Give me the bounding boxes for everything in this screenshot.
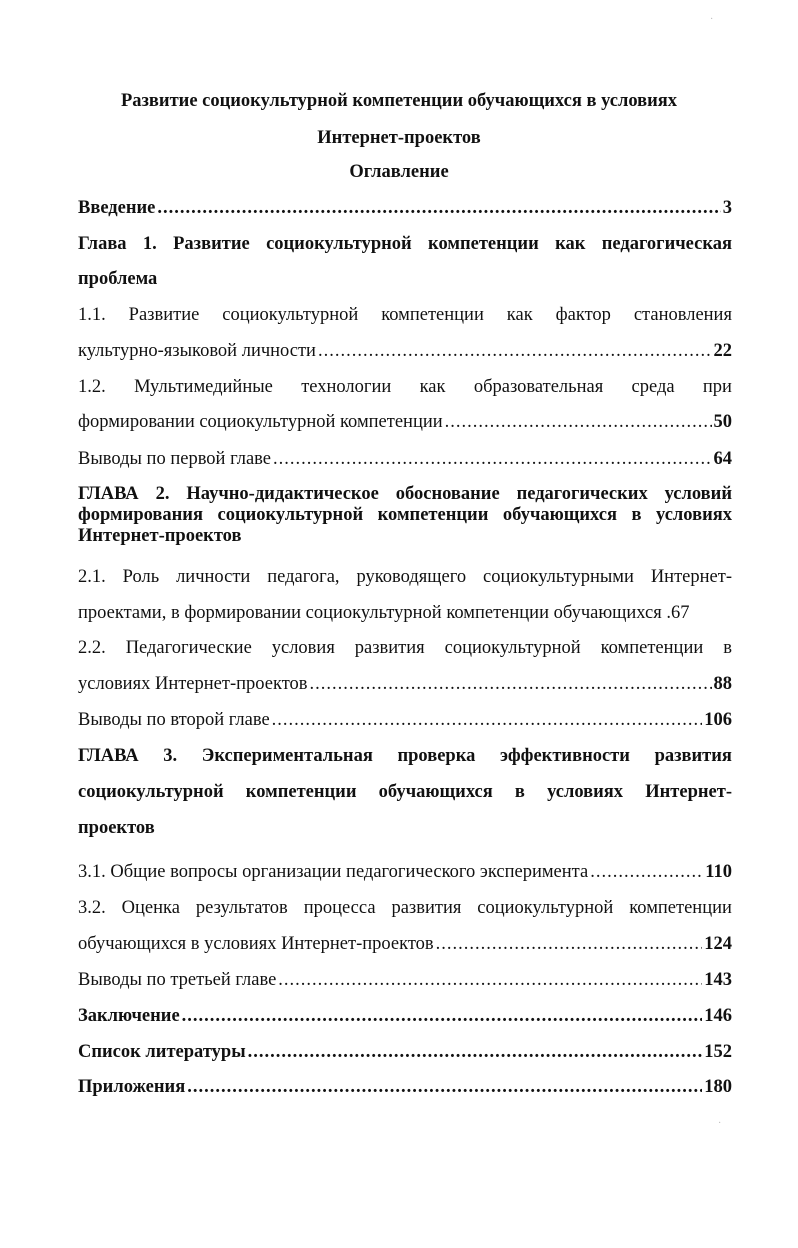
toc-conclusions-chapter-3[interactable] bbox=[78, 969, 732, 991]
dot-leader bbox=[436, 933, 703, 955]
toc-page-number: 180 bbox=[704, 1077, 732, 1097]
toc-page-number: 50 bbox=[713, 412, 732, 432]
toc-section-1-1-line-2[interactable] bbox=[78, 340, 732, 362]
contents-heading: Оглавление bbox=[349, 162, 449, 182]
toc-section-3-2-line-2[interactable] bbox=[78, 933, 732, 955]
toc-label: формировании социокультурной компетенции bbox=[78, 412, 443, 432]
dot-leader bbox=[310, 673, 712, 695]
document-title-line-2: Интернет-проектов bbox=[317, 128, 481, 148]
dot-leader bbox=[445, 411, 712, 433]
toc-page-number: 22 bbox=[713, 341, 732, 361]
toc-conclusions-chapter-1[interactable] bbox=[78, 448, 732, 470]
toc-label: Выводы по третьей главе bbox=[78, 970, 277, 990]
scan-speck: · bbox=[718, 1118, 722, 1129]
toc-section-2-2-line-2[interactable] bbox=[78, 673, 732, 695]
toc-label: обучающихся в условиях Интернет-проектов bbox=[78, 934, 434, 954]
toc-page-number: 3 bbox=[722, 198, 732, 218]
dot-leader bbox=[278, 969, 702, 991]
toc-section-1-2-line-1[interactable]: 1.2. Мультимедийные технологии как образовательная среда при bbox=[78, 377, 732, 397]
dot-leader bbox=[318, 340, 712, 362]
toc-chapter-1-line-2[interactable]: проблема bbox=[78, 269, 158, 289]
dot-leader bbox=[187, 1076, 702, 1098]
toc-page-number: 146 bbox=[704, 1006, 732, 1026]
dot-leader bbox=[182, 1005, 703, 1027]
toc-chapter-2[interactable]: ГЛАВА 2. Научно-дидактическое обоснование педагогических условий формирования социокультурной компетенции обучающихся в условиях Интернет-проектов bbox=[78, 484, 732, 546]
toc-label: Приложения bbox=[78, 1077, 186, 1097]
toc-label: Введение bbox=[78, 198, 156, 218]
toc-entry-introduction[interactable] bbox=[78, 197, 732, 219]
toc-label: Выводы по первой главе bbox=[78, 449, 272, 469]
toc-section-3-2-line-1[interactable]: 3.2. Оценка результатов процесса развития социокультурной компетенции bbox=[78, 898, 732, 918]
toc-entry-conclusion[interactable] bbox=[78, 1005, 732, 1027]
dot-leader bbox=[272, 709, 703, 731]
toc-entry-references[interactable] bbox=[78, 1041, 732, 1063]
dot-leader bbox=[273, 448, 711, 470]
toc-label: 3.1. Общие вопросы организации педагогического эксперимента bbox=[78, 862, 589, 882]
toc-section-3-1[interactable] bbox=[78, 861, 732, 883]
toc-page-number: 110 bbox=[705, 862, 732, 882]
toc-section-1-1-line-1[interactable]: 1.1. Развитие социокультурной компетенции как фактор становления bbox=[78, 305, 732, 325]
toc-entry-appendices[interactable] bbox=[78, 1076, 732, 1098]
toc-chapter-3-line-3[interactable]: проектов bbox=[78, 818, 155, 838]
toc-chapter-3-line-1[interactable]: ГЛАВА 3. Экспериментальная проверка эффективности развития bbox=[78, 746, 732, 766]
scan-speck: · bbox=[710, 14, 714, 25]
toc-page-number: 88 bbox=[713, 674, 732, 694]
toc-section-2-1-line-1[interactable]: 2.1. Роль личности педагога, руководящего социокультурными Интернет- bbox=[78, 567, 732, 587]
toc-page-number: 152 bbox=[704, 1042, 732, 1062]
toc-page-number: 143 bbox=[704, 970, 732, 990]
toc-section-2-2-line-1[interactable]: 2.2. Педагогические условия развития социокультурной компетенции в bbox=[78, 638, 732, 658]
toc-chapter-3-line-2[interactable]: социокультурной компетенции обучающихся в условиях Интернет- bbox=[78, 782, 732, 802]
document-title-line-1: Развитие социокультурной компетенции обучающихся в условиях bbox=[120, 91, 678, 111]
dot-leader bbox=[590, 861, 703, 883]
toc-label: Список литературы bbox=[78, 1042, 246, 1062]
toc-label: условиях Интернет-проектов bbox=[78, 674, 308, 694]
toc-label: Выводы по второй главе bbox=[78, 710, 270, 730]
toc-conclusions-chapter-2[interactable] bbox=[78, 709, 732, 731]
toc-page-number: 106 bbox=[704, 710, 732, 730]
toc-label: культурно-языковой личности bbox=[78, 341, 316, 361]
toc-page-number: 64 bbox=[713, 449, 732, 469]
toc-page-number: 124 bbox=[704, 934, 732, 954]
toc-chapter-1-line-1[interactable]: Глава 1. Развитие социокультурной компетенции как педагогическая bbox=[78, 234, 732, 254]
dot-leader bbox=[157, 197, 720, 219]
toc-section-1-2-line-2[interactable] bbox=[78, 411, 732, 433]
dot-leader bbox=[248, 1041, 703, 1063]
toc-label: Заключение bbox=[78, 1006, 180, 1026]
toc-section-2-1-line-2[interactable]: проектами, в формировании социокультурной компетенции обучающихся .67 bbox=[78, 603, 690, 623]
